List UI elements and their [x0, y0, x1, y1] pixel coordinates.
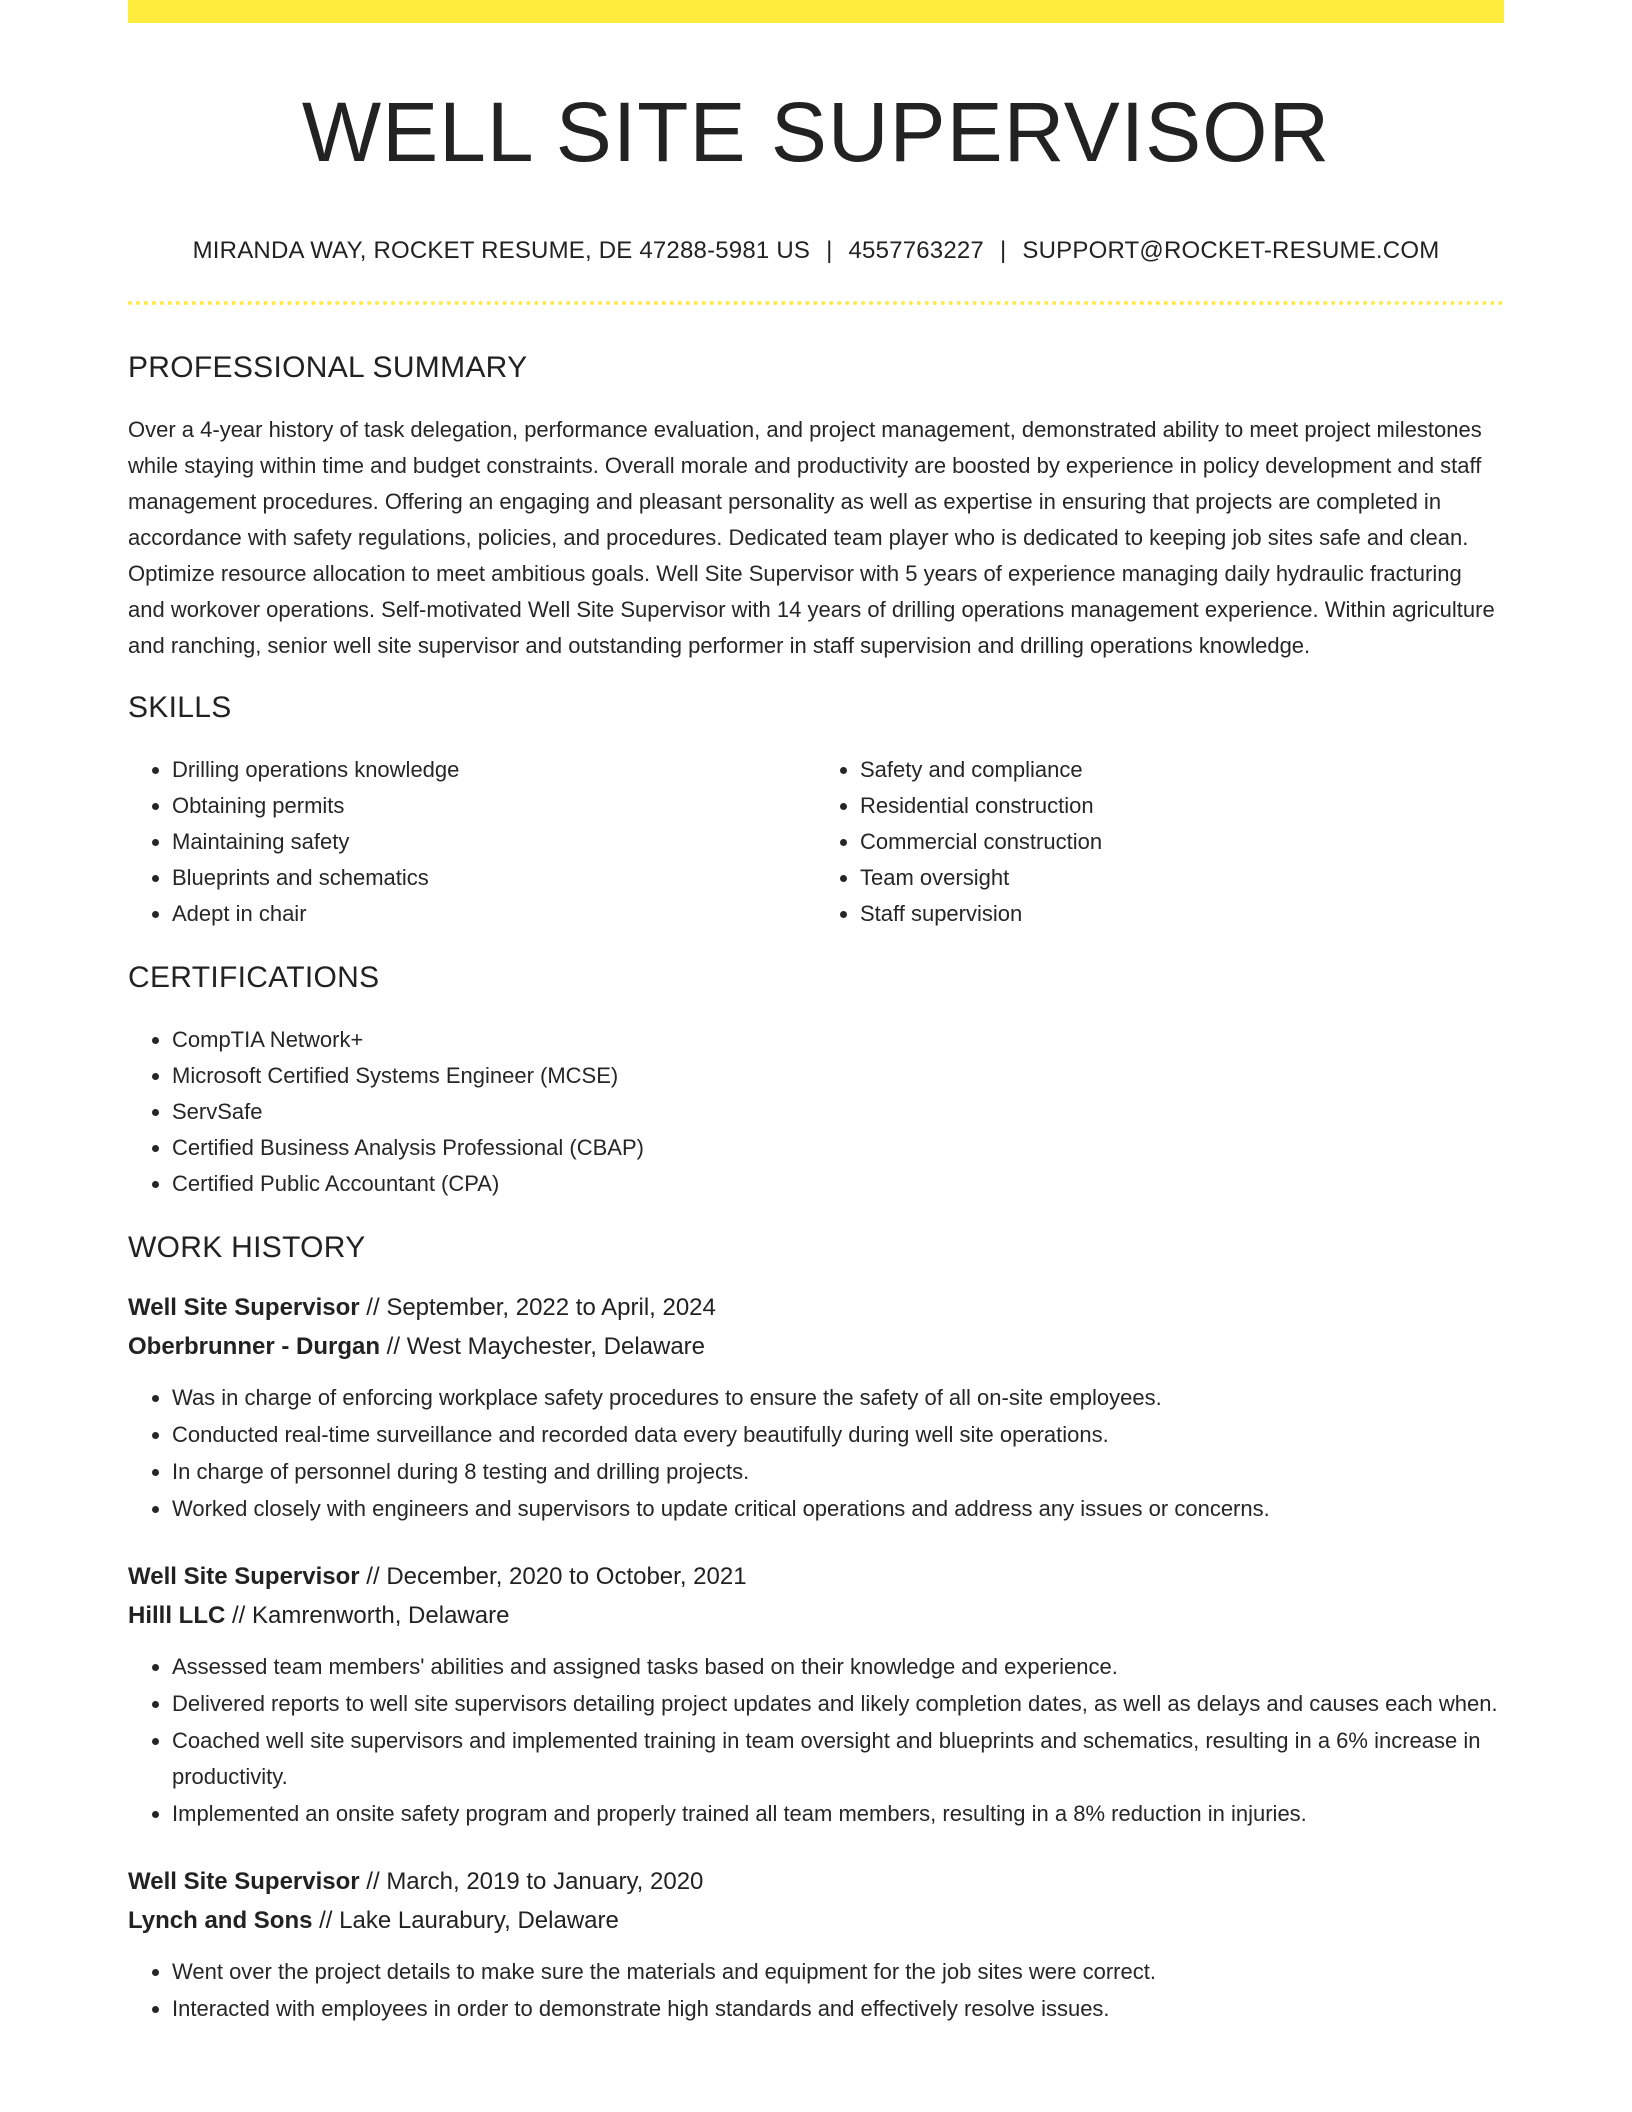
- skill-item: • Staff supervision: [860, 896, 1504, 932]
- summary-heading: PROFESSIONAL SUMMARY: [128, 351, 528, 385]
- skill-item: • Team oversight: [860, 860, 1504, 896]
- skill-item: • Obtaining permits: [172, 788, 816, 824]
- resume-title: WELL SITE SUPERVISOR: [301, 85, 1331, 179]
- skills-left-list: [128, 752, 816, 932]
- job-company-line: [128, 1327, 1504, 1366]
- job-bullet: • Worked closely with engineers and supervisors to update critical operations and address any issues or concerns.: [172, 1491, 1504, 1527]
- job-title: Well Site Supervisor: [128, 1294, 360, 1322]
- job-dates: // December, 2020 to October, 2021: [359, 1563, 747, 1591]
- accent-bar: [128, 0, 1504, 23]
- skill-item: • Commercial construction: [860, 824, 1504, 860]
- job-bullet: • In charge of personnel during 8 testing and drilling projects.: [172, 1454, 1504, 1490]
- skill-item: • Drilling operations knowledge: [172, 752, 816, 788]
- contact-email: SUPPORT@ROCKET-RESUME.COM: [1022, 236, 1440, 264]
- job-dates: // September, 2022 to April, 2024: [359, 1294, 716, 1322]
- contact-address: MIRANDA WAY, ROCKET RESUME, DE 47288-5981 US: [192, 236, 811, 264]
- skills-heading: SKILLS: [128, 691, 232, 725]
- contact-separator: |: [826, 236, 833, 264]
- certification-item: • ServSafe: [172, 1094, 1504, 1130]
- certifications-heading: CERTIFICATIONS: [128, 961, 380, 995]
- job-bullets: [128, 1954, 1504, 2027]
- job-bullet: • Went over the project details to make sure the materials and equipment for the job sites were correct.: [172, 1954, 1504, 1990]
- skill-item: • Blueprints and schematics: [172, 860, 816, 896]
- job-location: // West Maychester, Delaware: [380, 1333, 706, 1361]
- job-entry: [128, 1862, 1504, 2027]
- job-bullet: • Interacted with employees in order to demonstrate high standards and effectively resolve issues.: [172, 1991, 1504, 2027]
- resume-page: [128, 0, 1504, 2028]
- job-location: // Lake Laurabury, Delaware: [312, 1907, 619, 1935]
- job-company-line: [128, 1596, 1504, 1635]
- job-bullet: • Coached well site supervisors and implemented training in team oversight and blueprints and schematics, resulting in a 6% increase in productivity.: [172, 1723, 1504, 1795]
- job-company-line: [128, 1901, 1504, 1940]
- work-history-heading: WORK HISTORY: [128, 1231, 366, 1265]
- job-title: Well Site Supervisor: [128, 1563, 360, 1591]
- skill-item: • Adept in chair: [172, 896, 816, 932]
- skills-right-list: [816, 752, 1504, 932]
- summary-text: Over a 4-year history of task delegation, performance evaluation, and project management, demonstrated ability to meet project milestones while staying within time and budget constraints. Overall morale and productivity are boosted by experience in policy development and staff management procedures. Offering an engaging and pleasant personality as well as expertise in ensuring that projects are completed in accordance with safety regulations, policies, and procedures. Dedicated team player who is dedicated to keeping job sites safe and clean. Optimize resource allocation to meet ambitious goals. Well Site Supervisor with 5 years of experience managing daily hydraulic fracturing and workover operations. Self-motivated Well Site Supervisor with 14 years of drilling operations management experience. Within agriculture and ranching, senior well site supervisor and outstanding performer in staff supervision and drilling operations knowledge.: [128, 417, 1495, 659]
- skill-item: • Safety and compliance: [860, 752, 1504, 788]
- job-bullet: • Was in charge of enforcing workplace safety procedures to ensure the safety of all on-site employees.: [172, 1380, 1504, 1416]
- job-location: // Kamrenworth, Delaware: [225, 1602, 510, 1630]
- certification-item: • CompTIA Network+: [172, 1022, 1504, 1058]
- job-company: Hilll LLC: [128, 1602, 226, 1630]
- job-bullet: • Delivered reports to well site supervisors detailing project updates and likely completion dates, as well as delays and causes each when.: [172, 1686, 1504, 1722]
- skill-item: • Maintaining safety: [172, 824, 816, 860]
- certification-item: • Certified Public Accountant (CPA): [172, 1166, 1504, 1202]
- job-title-line: [128, 1862, 1504, 1901]
- certifications-list: [128, 1022, 1504, 1202]
- job-bullet: • Implemented an onsite safety program and properly trained all team members, resulting in a 8% reduction in injuries.: [172, 1796, 1504, 1832]
- job-title: Well Site Supervisor: [128, 1868, 360, 1896]
- job-title-line: [128, 1288, 1504, 1327]
- job-company: Oberbrunner - Durgan: [128, 1333, 381, 1361]
- contact-phone: 4557763227: [848, 236, 984, 264]
- contact-line: [128, 237, 1504, 266]
- job-bullets: [128, 1380, 1504, 1527]
- skills-columns: [128, 752, 1504, 932]
- job-entry: [128, 1557, 1504, 1832]
- job-entry: [128, 1288, 1504, 1527]
- job-bullet: • Conducted real-time surveillance and recorded data every beautifully during well site operations.: [172, 1417, 1504, 1453]
- certification-item: • Microsoft Certified Systems Engineer (MCSE): [172, 1058, 1504, 1094]
- certification-item: • Certified Business Analysis Professional (CBAP): [172, 1130, 1504, 1166]
- job-dates: // March, 2019 to January, 2020: [359, 1868, 704, 1896]
- contact-separator: |: [999, 236, 1007, 264]
- job-company: Lynch and Sons: [128, 1907, 313, 1935]
- job-bullet: • Assessed team members' abilities and assigned tasks based on their knowledge and experience.: [172, 1649, 1504, 1685]
- job-title-line: [128, 1557, 1504, 1596]
- job-bullets: [128, 1649, 1504, 1832]
- skill-item: • Residential construction: [860, 788, 1504, 824]
- dotted-divider: [128, 301, 1504, 305]
